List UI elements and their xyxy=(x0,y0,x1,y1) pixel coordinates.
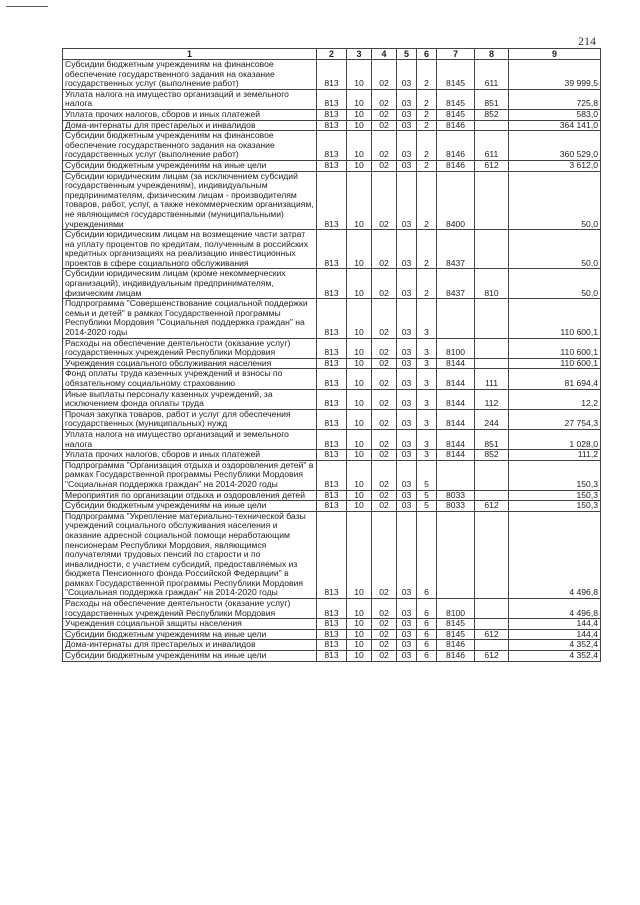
section-code-cell: 10 xyxy=(347,299,372,338)
subprogram-code-cell: 3 xyxy=(417,429,437,449)
program-code-cell: 03 xyxy=(397,358,417,369)
article-code-cell: 8145 xyxy=(437,629,475,640)
subsection-code-cell: 02 xyxy=(372,511,397,598)
amount-cell: 150,3 xyxy=(509,460,601,490)
subsection-code-cell: 02 xyxy=(372,389,397,409)
table-body xyxy=(63,60,601,662)
section-code-cell: 10 xyxy=(347,599,372,619)
expense-type-code-cell: 852 xyxy=(475,109,509,120)
section-code-cell: 10 xyxy=(347,109,372,120)
program-code-cell: 03 xyxy=(397,599,417,619)
subsection-code-cell: 02 xyxy=(372,338,397,358)
table-row xyxy=(63,460,601,490)
program-code-cell: 03 xyxy=(397,89,417,109)
article-code-cell: 8146 xyxy=(437,131,475,161)
amount-cell: 364 141,0 xyxy=(509,120,601,131)
ministry-code-cell: 813 xyxy=(317,109,347,120)
article-code-cell: 8144 xyxy=(437,389,475,409)
top-rule xyxy=(6,6,48,7)
article-code-cell xyxy=(437,460,475,490)
amount-cell: 144,4 xyxy=(509,619,601,630)
subsection-code-cell: 02 xyxy=(372,299,397,338)
table-row xyxy=(63,89,601,109)
amount-cell: 110 600,1 xyxy=(509,338,601,358)
table-row xyxy=(63,629,601,640)
ministry-code-cell: 813 xyxy=(317,629,347,640)
expense-type-code-cell: 612 xyxy=(475,629,509,640)
program-code-cell: 03 xyxy=(397,619,417,630)
program-code-cell: 03 xyxy=(397,131,417,161)
subsection-code-cell: 02 xyxy=(372,640,397,651)
amount-cell: 50,0 xyxy=(509,171,601,230)
subprogram-code-cell: 2 xyxy=(417,120,437,131)
article-code-cell xyxy=(437,299,475,338)
subsection-code-cell: 02 xyxy=(372,160,397,171)
article-code-cell: 8146 xyxy=(437,640,475,651)
subprogram-code-cell: 6 xyxy=(417,640,437,651)
expense-type-code-cell: 611 xyxy=(475,131,509,161)
ministry-code-cell: 813 xyxy=(317,131,347,161)
subprogram-code-cell: 6 xyxy=(417,629,437,640)
program-code-cell: 03 xyxy=(397,171,417,230)
section-code-cell: 10 xyxy=(347,358,372,369)
program-code-cell: 03 xyxy=(397,230,417,269)
subprogram-code-cell: 2 xyxy=(417,109,437,120)
subprogram-code-cell: 5 xyxy=(417,460,437,490)
subprogram-code-cell: 6 xyxy=(417,619,437,630)
subsection-code-cell: 02 xyxy=(372,109,397,120)
col-header-5: 5 xyxy=(397,49,417,60)
col-header-1: 1 xyxy=(63,49,317,60)
table-row xyxy=(63,269,601,299)
expense-type-code-cell xyxy=(475,120,509,131)
article-code-cell: 8033 xyxy=(437,501,475,512)
item-name-cell: Расходы на обеспечение деятельности (оказание услуг) государственных учреждений Республики Мордовия xyxy=(63,338,317,358)
section-code-cell: 10 xyxy=(347,120,372,131)
amount-cell: 50,0 xyxy=(509,269,601,299)
item-name-cell: Подпрограмма "Организация отдыха и оздоровления детей" в рамках Государственной программы Республики Мордовия "Социальная поддержка граждан" на 2014-2020 годы xyxy=(63,460,317,490)
item-name-cell: Иные выплаты персоналу казенных учреждений, за исключением фонда оплаты труда xyxy=(63,389,317,409)
subprogram-code-cell: 6 xyxy=(417,511,437,598)
article-code-cell: 8145 xyxy=(437,619,475,630)
subsection-code-cell: 02 xyxy=(372,120,397,131)
amount-cell: 12,2 xyxy=(509,389,601,409)
item-name-cell: Дома-интернаты для престарелых и инвалидов xyxy=(63,120,317,131)
col-header-9: 9 xyxy=(509,49,601,60)
subprogram-code-cell: 3 xyxy=(417,369,437,389)
subprogram-code-cell: 5 xyxy=(417,490,437,501)
program-code-cell: 03 xyxy=(397,651,417,662)
subsection-code-cell: 02 xyxy=(372,429,397,449)
program-code-cell: 03 xyxy=(397,389,417,409)
expense-type-code-cell xyxy=(475,511,509,598)
expense-type-code-cell: 111 xyxy=(475,369,509,389)
program-code-cell: 03 xyxy=(397,640,417,651)
section-code-cell: 10 xyxy=(347,619,372,630)
subsection-code-cell: 02 xyxy=(372,131,397,161)
item-name-cell: Мероприятия по организации отдыха и оздоровления детей xyxy=(63,490,317,501)
expense-type-code-cell xyxy=(475,299,509,338)
item-name-cell: Субсидии юридическим лицам (за исключением субсидий государственным учреждениям), индивидуальным предпринимателям, физическим лицам - производителям товаров, работ, услуг, а также некоммерческим организациям, не являющимся государственными (муниципальными) учреждениями xyxy=(63,171,317,230)
subsection-code-cell: 02 xyxy=(372,629,397,640)
program-code-cell: 03 xyxy=(397,629,417,640)
table-row xyxy=(63,640,601,651)
table-row xyxy=(63,230,601,269)
subprogram-code-cell: 2 xyxy=(417,230,437,269)
expense-type-code-cell: 810 xyxy=(475,269,509,299)
item-name-cell: Субсидии бюджетным учреждениям на иные цели xyxy=(63,501,317,512)
amount-cell: 4 352,4 xyxy=(509,640,601,651)
section-code-cell: 10 xyxy=(347,230,372,269)
item-name-cell: Субсидии бюджетным учреждениям на иные цели xyxy=(63,629,317,640)
section-code-cell: 10 xyxy=(347,490,372,501)
subprogram-code-cell: 2 xyxy=(417,160,437,171)
table-row xyxy=(63,619,601,630)
program-code-cell: 03 xyxy=(397,490,417,501)
article-code-cell: 8100 xyxy=(437,338,475,358)
program-code-cell: 03 xyxy=(397,109,417,120)
amount-cell: 4 496,8 xyxy=(509,599,601,619)
item-name-cell: Уплата налога на имущество организаций и земельного налога xyxy=(63,89,317,109)
article-code-cell: 8400 xyxy=(437,171,475,230)
item-name-cell: Подпрограмма "Укрепление материально-технической базы учреждений социального обслуживания населения и оказание адресной социальной помощи неработающим пенсионерам Республики Мордовия, являющимся получателями трудовых пенсий по старости и по инвалидности, с участием субсидий, предоставляемых из бюджета Пенсионного фонда Российской Федерации" в рамках Государственной программы Республики Мордовия "Социальная поддержка граждан" на 2014-2020 годы xyxy=(63,511,317,598)
col-header-3: 3 xyxy=(347,49,372,60)
subprogram-code-cell: 6 xyxy=(417,651,437,662)
expense-type-code-cell: 612 xyxy=(475,160,509,171)
section-code-cell: 10 xyxy=(347,269,372,299)
subprogram-code-cell: 2 xyxy=(417,171,437,230)
table-row xyxy=(63,358,601,369)
table-row xyxy=(63,299,601,338)
table-row xyxy=(63,450,601,461)
ministry-code-cell: 813 xyxy=(317,450,347,461)
expense-type-code-cell: 852 xyxy=(475,450,509,461)
item-name-cell: Уплата прочих налогов, сборов и иных платежей xyxy=(63,450,317,461)
amount-cell: 4 352,4 xyxy=(509,651,601,662)
expense-type-code-cell: 851 xyxy=(475,429,509,449)
ministry-code-cell: 813 xyxy=(317,171,347,230)
section-code-cell: 10 xyxy=(347,460,372,490)
amount-cell: 144,4 xyxy=(509,629,601,640)
subsection-code-cell: 02 xyxy=(372,460,397,490)
amount-cell: 27 754,3 xyxy=(509,409,601,429)
item-name-cell: Уплата прочих налогов, сборов и иных платежей xyxy=(63,109,317,120)
section-code-cell: 10 xyxy=(347,629,372,640)
table-row xyxy=(63,511,601,598)
ministry-code-cell: 813 xyxy=(317,89,347,109)
subprogram-code-cell: 5 xyxy=(417,501,437,512)
item-name-cell: Субсидии бюджетным учреждениям на иные цели xyxy=(63,160,317,171)
ministry-code-cell: 813 xyxy=(317,160,347,171)
article-code-cell: 8144 xyxy=(437,409,475,429)
subprogram-code-cell: 2 xyxy=(417,89,437,109)
expense-type-code-cell xyxy=(475,619,509,630)
expense-type-code-cell: 244 xyxy=(475,409,509,429)
program-code-cell: 03 xyxy=(397,60,417,90)
expense-type-code-cell: 851 xyxy=(475,89,509,109)
col-header-4: 4 xyxy=(372,49,397,60)
table-row xyxy=(63,490,601,501)
expense-type-code-cell xyxy=(475,338,509,358)
program-code-cell: 03 xyxy=(397,160,417,171)
item-name-cell: Субсидии бюджетным учреждениям на финансовое обеспечение государственного задания на оказание государственных услуг (выполнение работ) xyxy=(63,60,317,90)
program-code-cell: 03 xyxy=(397,299,417,338)
ministry-code-cell: 813 xyxy=(317,269,347,299)
subprogram-code-cell: 3 xyxy=(417,409,437,429)
amount-cell: 50,0 xyxy=(509,230,601,269)
section-code-cell: 10 xyxy=(347,450,372,461)
subprogram-code-cell: 2 xyxy=(417,131,437,161)
subsection-code-cell: 02 xyxy=(372,358,397,369)
ministry-code-cell: 813 xyxy=(317,369,347,389)
program-code-cell: 03 xyxy=(397,120,417,131)
program-code-cell: 03 xyxy=(397,450,417,461)
expense-type-code-cell xyxy=(475,171,509,230)
article-code-cell: 8145 xyxy=(437,109,475,120)
item-name-cell: Учреждения социальной защиты населения xyxy=(63,619,317,630)
ministry-code-cell: 813 xyxy=(317,389,347,409)
amount-cell: 3 612,0 xyxy=(509,160,601,171)
program-code-cell: 03 xyxy=(397,269,417,299)
table-row xyxy=(63,109,601,120)
article-code-cell: 8145 xyxy=(437,89,475,109)
subsection-code-cell: 02 xyxy=(372,501,397,512)
section-code-cell: 10 xyxy=(347,640,372,651)
item-name-cell: Уплата налога на имущество организаций и земельного налога xyxy=(63,429,317,449)
section-code-cell: 10 xyxy=(347,338,372,358)
item-name-cell: Прочая закупка товаров, работ и услуг для обеспечения государственных (муниципальных) нужд xyxy=(63,409,317,429)
section-code-cell: 10 xyxy=(347,389,372,409)
subsection-code-cell: 02 xyxy=(372,89,397,109)
ministry-code-cell: 813 xyxy=(317,60,347,90)
ministry-code-cell: 813 xyxy=(317,640,347,651)
subsection-code-cell: 02 xyxy=(372,490,397,501)
table-row xyxy=(63,131,601,161)
item-name-cell: Субсидии юридическим лицам (кроме некоммерческих организаций), индивидуальным предпринимателям, физическим лицам xyxy=(63,269,317,299)
section-code-cell: 10 xyxy=(347,429,372,449)
item-name-cell: Дома-интернаты для престарелых и инвалидов xyxy=(63,640,317,651)
ministry-code-cell: 813 xyxy=(317,409,347,429)
subprogram-code-cell: 3 xyxy=(417,338,437,358)
subsection-code-cell: 02 xyxy=(372,230,397,269)
amount-cell: 39 999,5 xyxy=(509,60,601,90)
amount-cell: 583,0 xyxy=(509,109,601,120)
ministry-code-cell: 813 xyxy=(317,230,347,269)
table-row xyxy=(63,369,601,389)
program-code-cell: 03 xyxy=(397,460,417,490)
program-code-cell: 03 xyxy=(397,369,417,389)
ministry-code-cell: 813 xyxy=(317,460,347,490)
amount-cell: 150,3 xyxy=(509,490,601,501)
expense-type-code-cell xyxy=(475,358,509,369)
amount-cell: 725,8 xyxy=(509,89,601,109)
col-header-7: 7 xyxy=(437,49,475,60)
table-row xyxy=(63,120,601,131)
ministry-code-cell: 813 xyxy=(317,619,347,630)
program-code-cell: 03 xyxy=(397,429,417,449)
item-name-cell: Подпрограмма "Совершенствование социальной поддержки семьи и детей" в рамках Государственной программы Республики Мордовия "Социальная поддержка граждан" на 2014-2020 годы xyxy=(63,299,317,338)
subprogram-code-cell: 3 xyxy=(417,358,437,369)
ministry-code-cell: 813 xyxy=(317,501,347,512)
ministry-code-cell: 813 xyxy=(317,599,347,619)
program-code-cell: 03 xyxy=(397,338,417,358)
section-code-cell: 10 xyxy=(347,501,372,512)
page-number: 214 xyxy=(578,34,596,48)
amount-cell: 110 600,1 xyxy=(509,299,601,338)
article-code-cell: 8033 xyxy=(437,490,475,501)
item-name-cell: Расходы на обеспечение деятельности (оказание услуг) государственных учреждений Республики Мордовия xyxy=(63,599,317,619)
section-code-cell: 10 xyxy=(347,89,372,109)
program-code-cell: 03 xyxy=(397,409,417,429)
ministry-code-cell: 813 xyxy=(317,338,347,358)
table-row xyxy=(63,171,601,230)
amount-cell: 81 694,4 xyxy=(509,369,601,389)
item-name-cell: Фонд оплаты труда казенных учреждений и взносы по обязательному социальному страхованию xyxy=(63,369,317,389)
section-code-cell: 10 xyxy=(347,171,372,230)
expense-type-code-cell: 611 xyxy=(475,60,509,90)
item-name-cell: Субсидии юридическим лицам на возмещение части затрат на уплату процентов по кредитам, полученным в российских кредитных организациях на реализацию инвестиционных проектов в сфере социального обслуживания xyxy=(63,230,317,269)
subsection-code-cell: 02 xyxy=(372,450,397,461)
section-code-cell: 10 xyxy=(347,409,372,429)
item-name-cell: Субсидии бюджетным учреждениям на финансовое обеспечение государственного задания на оказание государственных услуг (выполнение работ) xyxy=(63,131,317,161)
section-code-cell: 10 xyxy=(347,131,372,161)
ministry-code-cell: 813 xyxy=(317,651,347,662)
subprogram-code-cell: 3 xyxy=(417,299,437,338)
ministry-code-cell: 813 xyxy=(317,429,347,449)
expense-type-code-cell: 612 xyxy=(475,501,509,512)
item-name-cell: Учреждения социального обслуживания населения xyxy=(63,358,317,369)
amount-cell: 1 028,0 xyxy=(509,429,601,449)
program-code-cell: 03 xyxy=(397,501,417,512)
expense-type-code-cell xyxy=(475,460,509,490)
table-row xyxy=(63,60,601,90)
article-code-cell: 8144 xyxy=(437,358,475,369)
article-code-cell: 8437 xyxy=(437,230,475,269)
section-code-cell: 10 xyxy=(347,369,372,389)
article-code-cell: 8144 xyxy=(437,369,475,389)
article-code-cell: 8100 xyxy=(437,599,475,619)
article-code-cell xyxy=(437,511,475,598)
article-code-cell: 8144 xyxy=(437,429,475,449)
table-row xyxy=(63,651,601,662)
table-row xyxy=(63,429,601,449)
table-row xyxy=(63,389,601,409)
expense-type-code-cell xyxy=(475,490,509,501)
article-code-cell: 8437 xyxy=(437,269,475,299)
subsection-code-cell: 02 xyxy=(372,60,397,90)
subsection-code-cell: 02 xyxy=(372,619,397,630)
header-row xyxy=(63,49,601,60)
ministry-code-cell: 813 xyxy=(317,490,347,501)
table-row xyxy=(63,338,601,358)
article-code-cell: 8146 xyxy=(437,120,475,131)
article-code-cell: 8146 xyxy=(437,160,475,171)
subprogram-code-cell: 3 xyxy=(417,389,437,409)
col-header-8: 8 xyxy=(475,49,509,60)
ministry-code-cell: 813 xyxy=(317,511,347,598)
subprogram-code-cell: 2 xyxy=(417,60,437,90)
expense-type-code-cell xyxy=(475,640,509,651)
section-code-cell: 10 xyxy=(347,160,372,171)
amount-cell: 110 600,1 xyxy=(509,358,601,369)
table-row xyxy=(63,409,601,429)
amount-cell: 4 496,8 xyxy=(509,511,601,598)
expense-type-code-cell: 112 xyxy=(475,389,509,409)
budget-table xyxy=(62,48,601,662)
item-name-cell: Субсидии бюджетным учреждениям на иные цели xyxy=(63,651,317,662)
subprogram-code-cell: 6 xyxy=(417,599,437,619)
table-row xyxy=(63,160,601,171)
col-header-2: 2 xyxy=(317,49,347,60)
article-code-cell: 8144 xyxy=(437,450,475,461)
subprogram-code-cell: 3 xyxy=(417,450,437,461)
section-code-cell: 10 xyxy=(347,651,372,662)
subsection-code-cell: 02 xyxy=(372,651,397,662)
expense-type-code-cell xyxy=(475,599,509,619)
program-code-cell: 03 xyxy=(397,511,417,598)
table-row xyxy=(63,599,601,619)
section-code-cell: 10 xyxy=(347,511,372,598)
article-code-cell: 8146 xyxy=(437,651,475,662)
subsection-code-cell: 02 xyxy=(372,269,397,299)
subprogram-code-cell: 2 xyxy=(417,269,437,299)
subsection-code-cell: 02 xyxy=(372,599,397,619)
article-code-cell: 8145 xyxy=(437,60,475,90)
section-code-cell: 10 xyxy=(347,60,372,90)
expense-type-code-cell: 612 xyxy=(475,651,509,662)
amount-cell: 150,3 xyxy=(509,501,601,512)
ministry-code-cell: 813 xyxy=(317,358,347,369)
subsection-code-cell: 02 xyxy=(372,409,397,429)
ministry-code-cell: 813 xyxy=(317,120,347,131)
subsection-code-cell: 02 xyxy=(372,171,397,230)
amount-cell: 111,2 xyxy=(509,450,601,461)
amount-cell: 360 529,0 xyxy=(509,131,601,161)
ministry-code-cell: 813 xyxy=(317,299,347,338)
table-row xyxy=(63,501,601,512)
subsection-code-cell: 02 xyxy=(372,369,397,389)
expense-type-code-cell xyxy=(475,230,509,269)
col-header-6: 6 xyxy=(417,49,437,60)
